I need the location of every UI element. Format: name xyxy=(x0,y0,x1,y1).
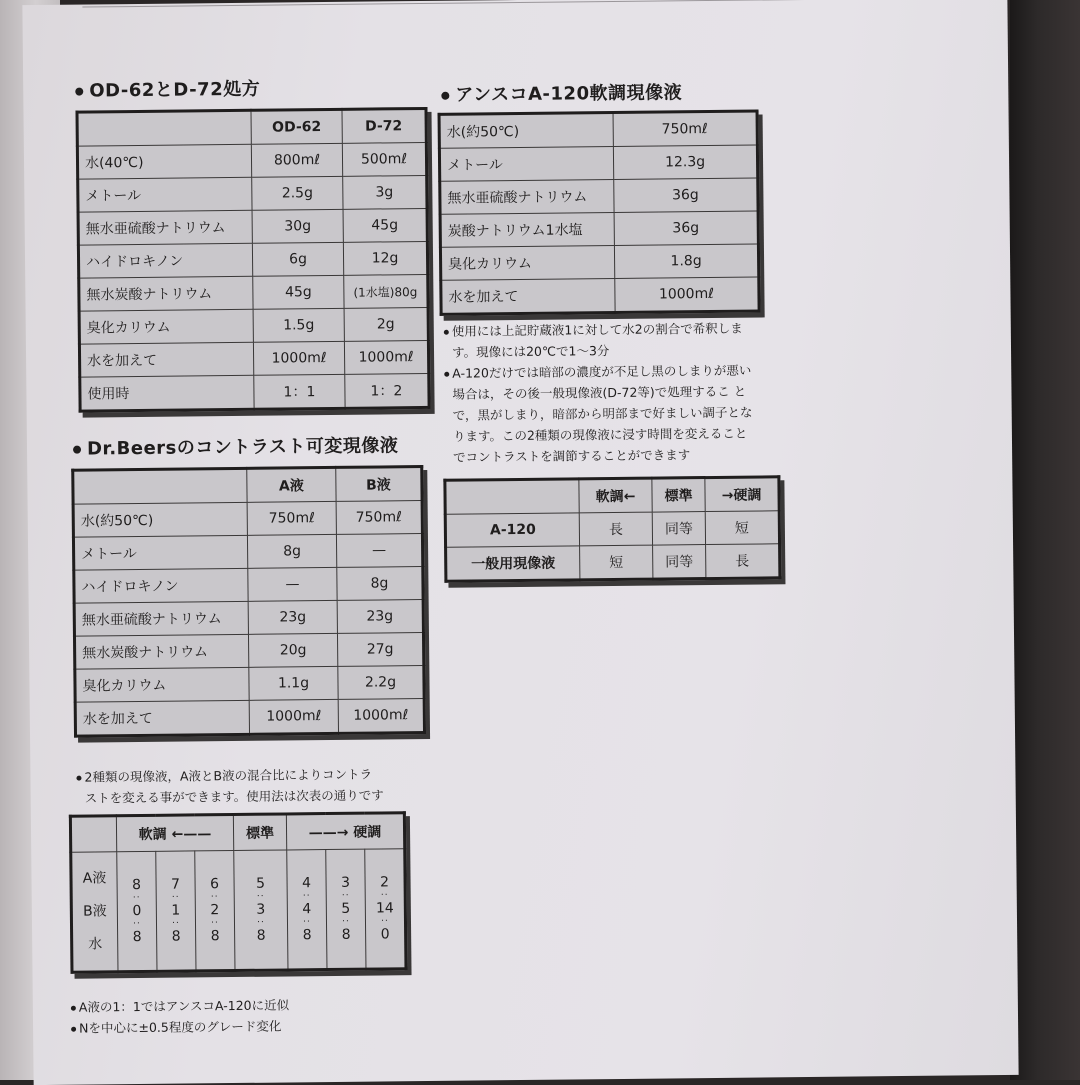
ratio-column: 5 ·· 3 ·· 8 xyxy=(234,850,288,971)
cell: 45g xyxy=(253,275,344,309)
ratio-column: 6 ·· 2 ·· 8 xyxy=(195,851,235,971)
cell: 36g xyxy=(614,178,758,213)
row-label: 臭化カリウム xyxy=(75,667,249,702)
book-cover-edge xyxy=(1010,0,1080,1080)
row-label: 無水亜硫酸ナトリウム xyxy=(440,180,614,215)
bullet-icon xyxy=(441,92,449,100)
cell: 23g xyxy=(337,600,423,634)
ansco-notes: 使用には上記貯蔵液1に対して水2の割合で希釈しま す。現像には20℃で1～3分 A-120だけでは暗部の濃度が不足し黒のしまりが悪い 場合は，その後一般現像液(D-72等)で処理するこ と で，黒がしまり，暗部から明部まで好ましい調子とな ります。この2種類の現像液に浸す時間を変えること でコントラストを調節することができます xyxy=(444,318,753,468)
table-row xyxy=(79,307,428,344)
cell: 750mℓ xyxy=(336,501,422,535)
header-standard: 標準 xyxy=(233,814,286,851)
od-d72-table xyxy=(75,107,430,413)
cell: 1000mℓ xyxy=(253,341,344,375)
row-label: 臭化カリウム xyxy=(79,309,253,344)
cell: (1水塩)80g xyxy=(344,274,428,308)
header-cell xyxy=(77,110,251,146)
ratio-column: 7 ·· 1 ·· 8 xyxy=(156,851,196,971)
ratio-row-labels: A液 B液 水 xyxy=(71,852,118,972)
cell: 同等 xyxy=(653,545,706,580)
cell: 6g xyxy=(252,242,343,276)
bullet-icon xyxy=(76,776,81,781)
beers-table xyxy=(71,465,426,738)
cell: 500mℓ xyxy=(342,142,426,176)
table-row xyxy=(75,666,424,703)
cell: 12.3g xyxy=(613,145,757,180)
header-cell: D-72 xyxy=(342,108,426,143)
table-row xyxy=(73,534,422,571)
cell: 20g xyxy=(248,633,337,667)
header-cell: 軟調← xyxy=(579,478,652,513)
header-soft: 軟調 ←—— xyxy=(116,815,233,852)
row-label: 水(約50℃) xyxy=(73,502,247,537)
cell: 8g xyxy=(337,567,423,601)
table-header-row xyxy=(77,108,426,146)
table-row xyxy=(74,633,423,670)
table-row xyxy=(440,178,758,214)
cell: — xyxy=(336,534,422,568)
header-cell: →硬調 xyxy=(705,477,779,512)
table-row xyxy=(446,544,780,581)
ratio-column: 2 ·· 14 ·· 0 xyxy=(365,849,406,969)
beers-heading: Dr.Beersのコントラスト可変現像液 xyxy=(73,431,399,460)
table-row xyxy=(79,340,428,377)
header-cell: 標準 xyxy=(652,478,705,513)
cell: 1.1g xyxy=(249,666,338,700)
cell: 1000mℓ xyxy=(615,277,759,313)
header-cell: A液 xyxy=(247,467,336,502)
row-label: 無水亜硫酸ナトリウム xyxy=(78,210,252,245)
bullet-icon xyxy=(444,372,449,377)
od-heading: OD-62とD-72処方 xyxy=(75,75,260,103)
table-row xyxy=(441,277,759,314)
header-cell: OD-62 xyxy=(251,109,342,144)
cell: 3g xyxy=(343,175,427,209)
row-label: A-120 xyxy=(445,513,579,547)
cell: 12g xyxy=(343,241,427,275)
table-row xyxy=(79,274,428,311)
cell: 2.5g xyxy=(252,176,343,210)
table-header-row xyxy=(445,477,779,514)
table-header-row xyxy=(73,467,422,505)
ratio-column: 8 ·· 0 ·· 8 xyxy=(117,851,157,971)
cell: 長 xyxy=(579,512,652,546)
header-cell: B液 xyxy=(336,467,422,502)
row-label: 無水炭酸ナトリウム xyxy=(79,276,253,311)
cell: 短 xyxy=(705,511,779,545)
cell: 1：2 xyxy=(345,373,429,408)
table-row xyxy=(75,699,424,737)
bullet-icon xyxy=(75,88,83,96)
table-row xyxy=(439,145,757,181)
row-label: ハイドロキノン xyxy=(74,568,248,603)
row-label: 無水亜硫酸ナトリウム xyxy=(74,601,248,636)
bullet-icon xyxy=(444,330,449,335)
cell: 1：1 xyxy=(254,374,345,409)
header-cell xyxy=(73,468,247,504)
cell: 1000mℓ xyxy=(344,340,428,374)
cell: 同等 xyxy=(652,512,705,546)
bullet-icon xyxy=(71,1006,76,1011)
row-label: メトール xyxy=(78,177,252,212)
row-label: 水を加えて xyxy=(79,342,253,377)
top-rule xyxy=(82,0,982,8)
table-row xyxy=(74,600,423,637)
cell: 2g xyxy=(344,307,428,341)
row-label: 無水炭酸ナトリウム xyxy=(74,634,248,669)
ratio-table xyxy=(69,811,408,974)
ratio-header-row xyxy=(70,813,404,852)
cell: 800mℓ xyxy=(251,143,342,177)
cell: 長 xyxy=(706,544,780,579)
row-label: メトール xyxy=(73,535,247,570)
row-label: ハイドロキノン xyxy=(78,243,252,278)
table-row xyxy=(73,501,422,538)
cell: 8g xyxy=(247,534,336,568)
table-row xyxy=(445,511,779,547)
cell: 短 xyxy=(580,545,653,580)
cell: 1000mℓ xyxy=(338,699,424,734)
ansco-compare-table xyxy=(443,475,781,583)
ratio-column: 3 ·· 5 ·· 8 xyxy=(326,849,366,969)
cell: 1.8g xyxy=(614,244,758,279)
cell: 2.2g xyxy=(338,666,424,700)
cell: 36g xyxy=(614,211,758,246)
table-row xyxy=(80,373,429,411)
row-label: 一般用現像液 xyxy=(446,546,580,581)
cell: 45g xyxy=(343,208,427,242)
cell: 30g xyxy=(252,209,343,243)
bullet-icon xyxy=(73,446,81,454)
cell: 27g xyxy=(337,633,423,667)
table-row xyxy=(78,208,427,245)
cell: — xyxy=(248,567,337,601)
row-label: 使用時 xyxy=(80,375,254,411)
header-hard: ——→ 硬調 xyxy=(286,813,404,850)
header-cell xyxy=(445,479,579,514)
ratio-body-row xyxy=(71,849,406,972)
row-label: 臭化カリウム xyxy=(440,246,614,281)
table-row xyxy=(78,241,427,278)
beers-note: 2種類の現像液，A液とB液の混合比によりコントラ ストを変える事ができます。使用法は次表の通りです xyxy=(76,763,383,808)
cell: 750mℓ xyxy=(613,111,757,147)
row-label: 水(約50℃) xyxy=(439,113,613,149)
ansco-heading: アンスコA-120軟調現像液 xyxy=(441,78,682,107)
row-label: 炭酸ナトリウム1水塩 xyxy=(440,213,614,248)
beers-footnotes: A液の1：1ではアンスコA-120に近似 Nを中心に±0.5程度のグレード変化 xyxy=(71,994,290,1038)
table-row xyxy=(440,244,758,280)
book-page xyxy=(22,0,1018,1085)
ratio-column: 4 ·· 4 ·· 8 xyxy=(287,850,327,970)
row-label: メトール xyxy=(439,147,613,182)
table-row xyxy=(74,567,423,604)
row-label: 水を加えて xyxy=(441,278,615,314)
cell: 23g xyxy=(248,600,337,634)
table-row xyxy=(439,111,757,148)
cell: 1.5g xyxy=(253,308,344,342)
ansco-table xyxy=(438,109,761,315)
row-label: 水(40℃) xyxy=(77,144,251,179)
cell: 1000mℓ xyxy=(249,699,338,734)
table-row xyxy=(77,142,426,179)
table-row xyxy=(78,175,427,212)
row-label: 水を加えて xyxy=(75,700,249,736)
cell: 750mℓ xyxy=(247,501,336,535)
table-row xyxy=(440,211,758,247)
bullet-icon xyxy=(71,1027,76,1032)
